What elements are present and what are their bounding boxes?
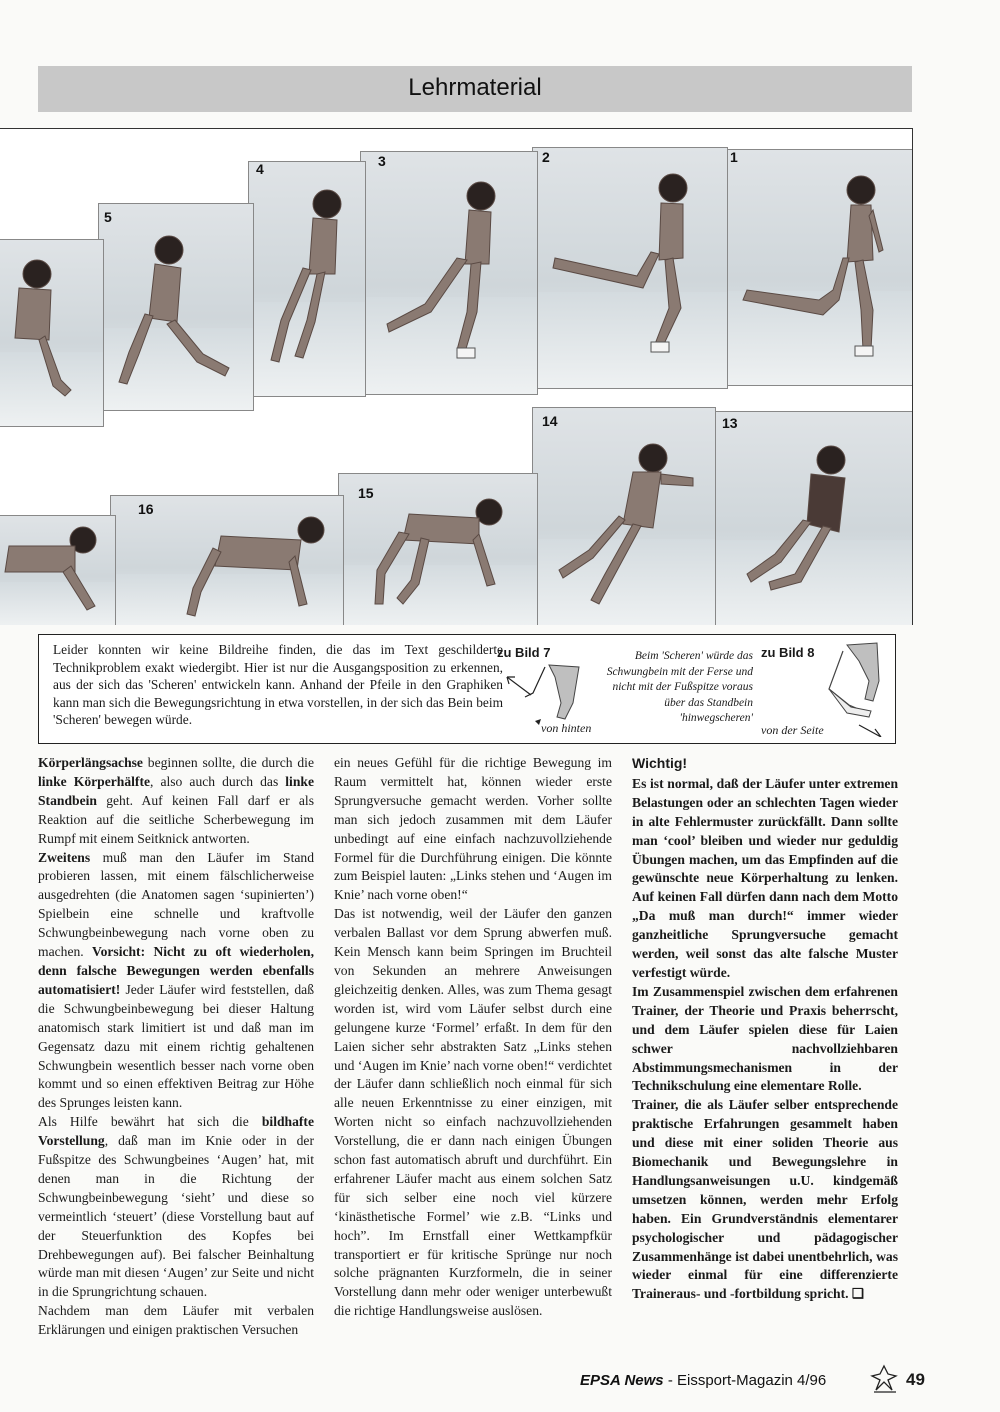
photo-frame-1 <box>722 149 913 386</box>
skater-figure <box>99 204 253 410</box>
photo-number: 13 <box>722 415 738 431</box>
skater-figure <box>723 150 913 385</box>
emphasis: Vorsicht: Nicht zu oft wiederholen, denn falsche Bewegungen werden ebenfalls automatisiert! <box>38 944 314 997</box>
emphasis: bildhafte Vorstellung <box>38 1114 314 1149</box>
skater-figure <box>711 412 913 625</box>
skater-figure <box>0 240 103 426</box>
photo-frame-13 <box>710 411 913 625</box>
label-von-hinten: von hinten <box>541 721 592 735</box>
photo-frame-14 <box>532 407 716 625</box>
paragraph: Nachdem man dem Läufer mit verbalen Erklärungen und einigen praktischen Versuchen <box>38 1303 314 1338</box>
photo-number: 14 <box>542 413 558 429</box>
photo-number: 2 <box>542 149 550 165</box>
footer-brand: EPSA News <box>580 1372 664 1389</box>
box-heading: Wichtig! <box>632 755 688 771</box>
photo-frame-5 <box>98 203 254 411</box>
leg-diagram-back-icon <box>499 663 599 725</box>
photo-number: 16 <box>138 501 154 517</box>
caption-note: Beim 'Scheren' würde das Schwungbein mit der Ferse und nicht mit der Fußspitze voraus über das Standbein 'hinwegscheren' <box>606 650 753 724</box>
photo-number: 5 <box>104 209 112 225</box>
photo-number: 3 <box>378 153 386 169</box>
text: , daß man im Knie oder in der Fußspitze des Schwungbeines ‘Augen’ hat, mit denen man in die Richtung der Schwungbeinbewegung ‘sieht’ und diese so vermeintlich ‘steuert’ (diese Vorstellung baut auf der Steuerfunktion des Kopfes bei Drehbewegungen auf). Bei falscher Beinhaltung würde man mit diesen ‘Augen’ zur Seite und nicht in die Sprungrichtung schauen. <box>38 1133 314 1300</box>
photo-frame-3 <box>360 151 538 395</box>
paragraph <box>38 849 314 1114</box>
paragraph <box>38 1113 314 1302</box>
page-footer <box>580 1372 826 1389</box>
photo-frame-4 <box>248 161 366 397</box>
photo-frame-17 <box>0 515 116 625</box>
text-column-3 <box>632 754 898 1304</box>
photo-number: 1 <box>730 149 738 165</box>
photo-number: 4 <box>256 161 264 177</box>
emphasis: Zweitens <box>38 849 91 865</box>
text-column-2 <box>334 754 612 1321</box>
photo-number: 15 <box>358 485 374 501</box>
skater-figure <box>361 152 537 394</box>
text: beginnen sollte, die durch die <box>142 755 314 770</box>
paragraph: Im Zusammenspiel zwischen dem erfahrenen Trainer, der Theorie und Praxis beherrscht, und dem Läufer spielen diese für Laien schwer nachvollziehbaren Abstimmungsmechanismen in der Technikschulung eine elementare Rolle. <box>632 983 898 1094</box>
skater-figure <box>249 162 365 396</box>
paragraph <box>38 754 314 849</box>
skater-figure <box>533 148 727 388</box>
caption-label-bild-7: zu Bild 7 <box>497 645 551 660</box>
caption-box <box>38 634 896 744</box>
label-von-der-seite: von der Seite <box>761 723 824 737</box>
footer-separator: - <box>663 1372 677 1389</box>
text: muß man den Läufer im Stand probieren lassen, mit einem fälschlicherweise ausgedrehten (die Anatomen sagen ‘supinierten’) Spielbein eine schnelle und kraftvolle Schwungbeinbewegung nach vorne oben zu machen. <box>38 849 314 960</box>
section-title: Lehrmaterial <box>408 74 542 101</box>
paragraph: Das ist notwendig, weil der Läufer den ganzen verbalen Ballast vor dem Sprung abwerfen muß. Kein Mensch kann beim Springen im Bruchteil von Sekunden an mehrere Anweisungen gleichzeitig denken. Alles, was zum Thema gesagt worden ist, wird vom Läufer selbst durch eine gelungene kurze ‘Formel’ erfaßt. In dem für den Laien sicher sehr abstrakten Satz „Links stehen und ‘Augen im Knie’ nach vorne oben!“ verdichtet der Läufer dann schließlich noch einmal für sich alle neuen Erkenntnisse zu einer einzigen, mit Worten nicht so einfach nachzuvollziehenden Vorstellung, die er dann nach einigen Übungen schon fast automatisch abruft und durchführt. Ein erfahrener Läufer macht aus einem solchen Satz für sich selber eine noch viel kürzere ‘kinästhetische Formel’ wie z.B. “Links und hoch”. Im Ernstfall einer Wettkampfkür transportiert er für kritische Sprünge nur noch solche prägnanten Kurzformeln, die in seiner Vorstellung dann mehr oder weniger unterbewußt die richtige Handlungsweise auslösen. <box>334 906 612 1319</box>
skater-figure <box>0 516 115 625</box>
photo-frame-2 <box>532 147 728 389</box>
emphasis: linke Körperhälfte <box>38 773 151 789</box>
skater-figure <box>533 408 715 625</box>
text-column-1 <box>38 754 314 1340</box>
text: Als Hilfe bewährt hat sich die <box>38 1114 262 1130</box>
text: , also auch durch das <box>150 773 286 789</box>
footer-magazine: Eissport-Magazin 4/96 <box>677 1372 827 1389</box>
photo-sequence-panel <box>0 128 913 625</box>
caption-label-bild-8: zu Bild 8 <box>761 645 815 660</box>
paragraph: Es ist normal, daß der Läufer unter extremen Belastungen oder an schlechten Tagen wieder in alte Fehlermuster zurückfällt. Dann sollte man ‘cool’ bleiben und wieder nur geduldig Übungen machen, um das Empfinden auf die gewünschte neue Körperhaltung zu lenken. Auf keinen Fall dürfen dann nach dem Motto „Da muß man durch!“ immer wieder ganzheitliche Sprungversuche gemacht werden, weil sonst das alte falsche Muster verfestigt würde. <box>632 775 898 980</box>
paragraph: Trainer, die als Läufer selber entsprechende praktische Erfahrungen gesammelt haben und diese mit einer soliden Theorie aus Biomechanik und Bewegungslehre in Handlungsanweisungen u.U. kindgemäß umsetzen können, werden mehr Erfolg haben. Ein Grundverständnis elementarer psychologischer und pädagogischer Zusammenhänge ist dabei unentbehrlich, was wieder einmal für eine differenzierte Traineraus- und -fortbildung spricht. ❑ <box>632 1097 898 1302</box>
text: Jeder Läufer wird feststellen, daß die Schwungbeinbewegung bei dieser Haltung anatomisch stark limitiert ist und daß man im Gegensatz dazu mit einem richtig gehaltenen Schwungbein wesentlich besser nach vorne oben kommt und so einen effektiven Beitrag zur Höhe des Sprunges leisten kann. <box>38 981 314 1111</box>
paragraph: ein neues Gefühl für die richtige Bewegung im Raum vermittelt hat, können wieder erste Sprungversuche gemacht werden. Vorher sollte man sich jedoch zusammen mit dem Läufer unbedingt auf eine einfach nachzuvollziehende Formel für die Durchführung einigen. Die könnte zum Beispiel lauten: „Links stehen und ‘Augen im Knie’ nach vorne oben!“ <box>334 755 612 903</box>
text: geht. Auf keinen Fall darf er als Reaktion auf die seitliche Scherbewegung im Rumpf mit einem Seitknick antworten. <box>38 792 314 846</box>
section-header-bar <box>38 66 912 112</box>
skater-logo-icon <box>870 1364 900 1394</box>
caption-text: Leider konnten wir keine Bildreihe finden, die das im Text geschilderte Technikproblem exakt wiedergibt. Hier ist nur die Ausgangsposition zu erkennen, aus der sich das 'Scheren' entwickeln kann. Anhand der Pfeile in den Graphiken kann man sich die Bewegungsrichtung in etwa vorstellen, in der sich das Bein beim 'Scheren' bewegen würde. <box>53 642 503 728</box>
emphasis: Körperlängsachse <box>38 755 143 770</box>
page-number: 49 <box>906 1370 925 1389</box>
photo-frame-6 <box>0 239 104 427</box>
emphasis: linke Standbein <box>38 773 314 808</box>
